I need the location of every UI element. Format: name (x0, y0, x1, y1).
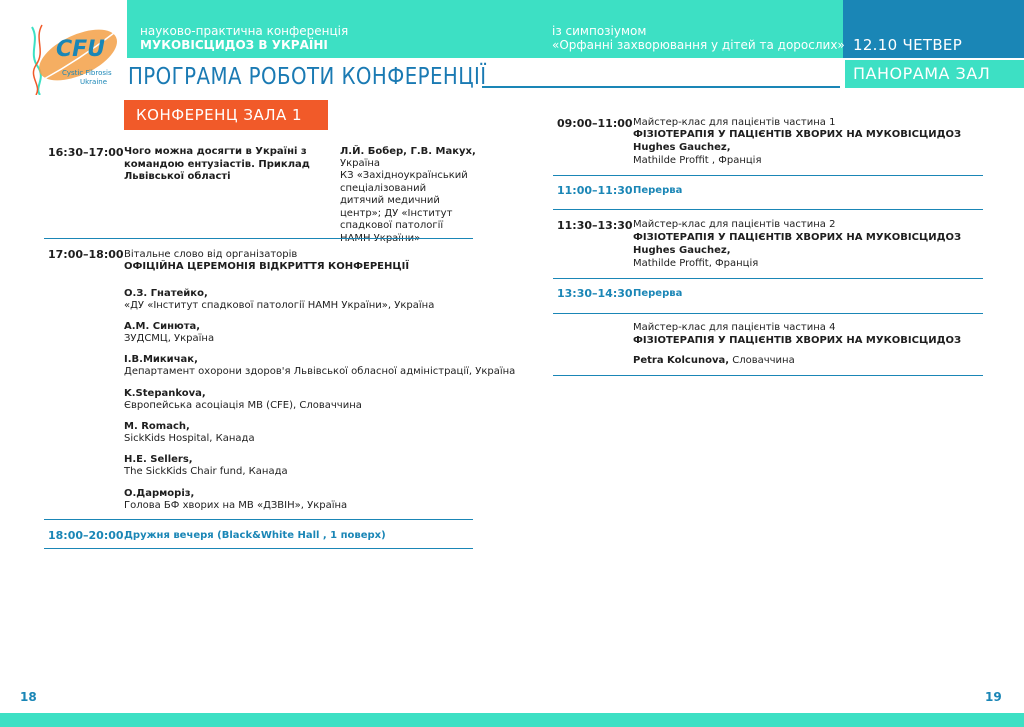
cfu-logo (26, 17, 122, 95)
participant-name: О.З. Гнатейко, (124, 288, 208, 299)
footer-band (0, 713, 1024, 727)
divider (44, 238, 473, 239)
divider (44, 519, 473, 520)
participant-name: А.М. Синюта, (124, 321, 201, 332)
conference-subtitle: науково-практична конференція (140, 24, 349, 38)
session-intro: Вітальне слово від організаторів (124, 249, 298, 260)
page-number-left: 18 (20, 690, 37, 704)
divider (44, 548, 473, 549)
session-country: Україна (340, 158, 381, 169)
session-title: ФІЗІОТЕРАПІЯ У ПАЦІЄНТІВ ХВОРИХ НА МУКОВІСЦИДОЗ (633, 129, 962, 140)
session-line: Майстер-клас для пацієнтів частина 4 (633, 322, 836, 333)
logo-subtext-1: Cystic Fibrosis (62, 69, 112, 77)
hall-left-label: КОНФЕРЕНЦ ЗАЛА 1 (124, 100, 328, 130)
logo-subtext-2: Ukraine (80, 78, 108, 86)
session-speakers: Л.Й. Бобер, Г.В. Макух, (340, 146, 476, 157)
divider (553, 175, 983, 176)
speaker-country: Словаччина (729, 355, 795, 366)
page-number-right: 19 (985, 690, 1002, 704)
divider (553, 209, 983, 210)
divider (553, 375, 983, 376)
participant-org: ЗУДСМЦ, Україна (124, 333, 215, 344)
dinner-text: Дружня вечеря (Black&White Hall , 1 поверх) (124, 530, 386, 541)
speaker-org: Mathilde Proffit, Франція (633, 258, 759, 269)
participant-name: H.E. Sellers, (124, 454, 193, 465)
participant-org: SickKids Hospital, Канада (124, 433, 255, 444)
speaker-org: Mathilde Proffit , Франція (633, 155, 762, 166)
session-line: Майстер-клас для пацієнтів частина 2 (633, 219, 836, 230)
participant-org: The SickKids Chair fund, Канада (124, 466, 288, 477)
page-title: ПРОГРАМА РОБОТИ КОНФЕРЕНЦІЇ (128, 64, 487, 90)
divider (553, 278, 983, 279)
session-title: ОФІЦІЙНА ЦЕРЕМОНІЯ ВІДКРИТТЯ КОНФЕРЕНЦІЇ (124, 261, 410, 272)
session-time: 11:30–13:30 (557, 219, 633, 232)
logo-text: CFU (56, 37, 106, 62)
title-underline (482, 86, 840, 88)
session-title: ФІЗІОТЕРАПІЯ У ПАЦІЄНТІВ ХВОРИХ НА МУКОВІСЦИДОЗ (633, 335, 962, 346)
speaker-name: Hughes Gauchez, (633, 245, 731, 256)
conference-title: МУКОВІСЦИДОЗ В УКРАЇНІ (140, 38, 328, 52)
session-organization: КЗ «Західноукраїнський спеціалізований дитячий медичний центр»; ДУ «Інститут спадкової патології НАМН України» (340, 170, 468, 244)
participant-org: Європейська асоціація МВ (CFE), Словаччина (124, 400, 362, 411)
symposium-title: «Орфанні захворювання у дітей та дорослих» (552, 38, 845, 52)
session-time: 13:30–14:30 (557, 287, 633, 300)
participant-name: І.В.Микичак, (124, 354, 198, 365)
break-label: Перерва (633, 288, 683, 299)
break-label: Перерва (633, 185, 683, 196)
speaker-name: Petra Kolcunova, (633, 355, 730, 366)
participant-org: Департамент охорони здоров'я Львівської обласної адміністрації, Україна (124, 366, 516, 377)
participant-name: О.Дарморіз, (124, 488, 195, 499)
divider (553, 313, 983, 314)
participant-org: Голова БФ хворих на МВ «ДЗВІН», Україна (124, 500, 348, 511)
session-time: 11:00–11:30 (557, 184, 633, 197)
speaker-line (633, 348, 795, 368)
symposium-label: із симпозіумом (552, 24, 647, 38)
hall-right-label: ПАНОРАМА ЗАЛ (853, 64, 991, 83)
participant-name: M. Romach, (124, 421, 190, 432)
event-date: 12.10 ЧЕТВЕР (853, 36, 963, 54)
session-line: Майстер-клас для пацієнтів частина 1 (633, 117, 836, 128)
session-time: 17:00–18:00 (48, 248, 124, 261)
session-title: ФІЗІОТЕРАПІЯ У ПАЦІЄНТІВ ХВОРИХ НА МУКОВІСЦИДОЗ (633, 232, 962, 243)
speaker-name: Hughes Gauchez, (633, 142, 731, 153)
participant-org: «ДУ «Інститут спадкової патології НАМН України», Україна (124, 300, 435, 311)
session-time: 09:00–11:00 (557, 117, 633, 130)
session-time: 16:30–17:00 (48, 146, 124, 159)
session-time: 18:00–20:00 (48, 529, 124, 542)
participant-name: K.Stepankova, (124, 388, 206, 399)
session-topic: Чого можна досягти в Україні з командою ентузіастів. Приклад Львівської області (124, 146, 310, 182)
